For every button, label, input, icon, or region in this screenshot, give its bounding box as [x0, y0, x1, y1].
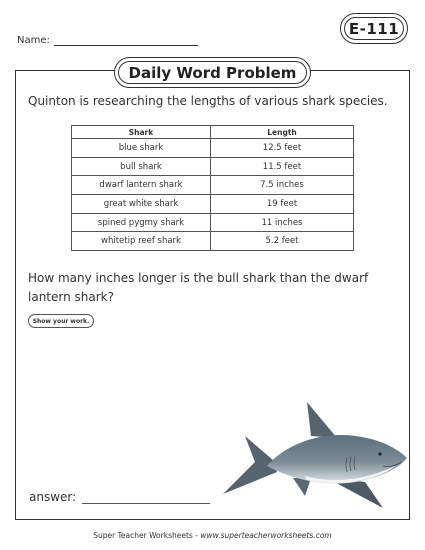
shark-name-cell: blue shark	[72, 139, 211, 158]
shark-length-cell: 5.2 feet	[211, 232, 354, 251]
worksheet-code: E-111	[344, 17, 404, 40]
table-row	[72, 157, 354, 176]
shark-length-cell: 7.5 inches	[211, 176, 354, 195]
shark-name-cell: spined pygmy shark	[72, 213, 211, 232]
column-header-shark: Shark	[72, 126, 211, 139]
shark-length-cell: 11 inches	[211, 213, 354, 232]
shark-name-cell: great white shark	[72, 195, 211, 214]
table-row	[72, 232, 354, 251]
footer	[0, 531, 425, 540]
name-label: Name:	[17, 35, 50, 46]
page-title: Daily Word Problem	[118, 61, 307, 84]
footer-site-link[interactable]: www.superteacherworksheets.com	[200, 531, 332, 540]
worksheet-code-badge	[340, 13, 408, 44]
table-row	[72, 176, 354, 195]
shark-length-table	[71, 125, 354, 251]
shark-length-cell: 19 feet	[211, 195, 354, 214]
table-row	[72, 213, 354, 232]
show-work-label: Show your work.	[28, 314, 94, 328]
shark-name-cell: bull shark	[72, 157, 211, 176]
shark-name-cell: dwarf lantern shark	[72, 176, 211, 195]
table-header-row	[72, 126, 354, 139]
footer-brand: Super Teacher Worksheets -	[93, 531, 201, 540]
shark-length-cell: 11.5 feet	[211, 157, 354, 176]
problem-question: How many inches longer is the bull shark than the dwarf lantern shark?	[28, 271, 369, 304]
answer-line[interactable]	[82, 492, 210, 504]
table-row	[72, 195, 354, 214]
shark-length-cell: 12.5 feet	[211, 139, 354, 158]
column-header-length: Length	[211, 126, 354, 139]
table-row	[72, 139, 354, 158]
name-line[interactable]	[54, 36, 198, 46]
answer-field	[29, 490, 210, 504]
answer-label: answer:	[29, 490, 77, 504]
problem-intro: Quinton is researching the lengths of various shark species.	[28, 94, 388, 108]
shark-illustration-icon	[215, 398, 409, 518]
title-badge	[114, 57, 311, 88]
shark-name-cell: whitetip reef shark	[72, 232, 211, 251]
name-field	[17, 35, 198, 46]
